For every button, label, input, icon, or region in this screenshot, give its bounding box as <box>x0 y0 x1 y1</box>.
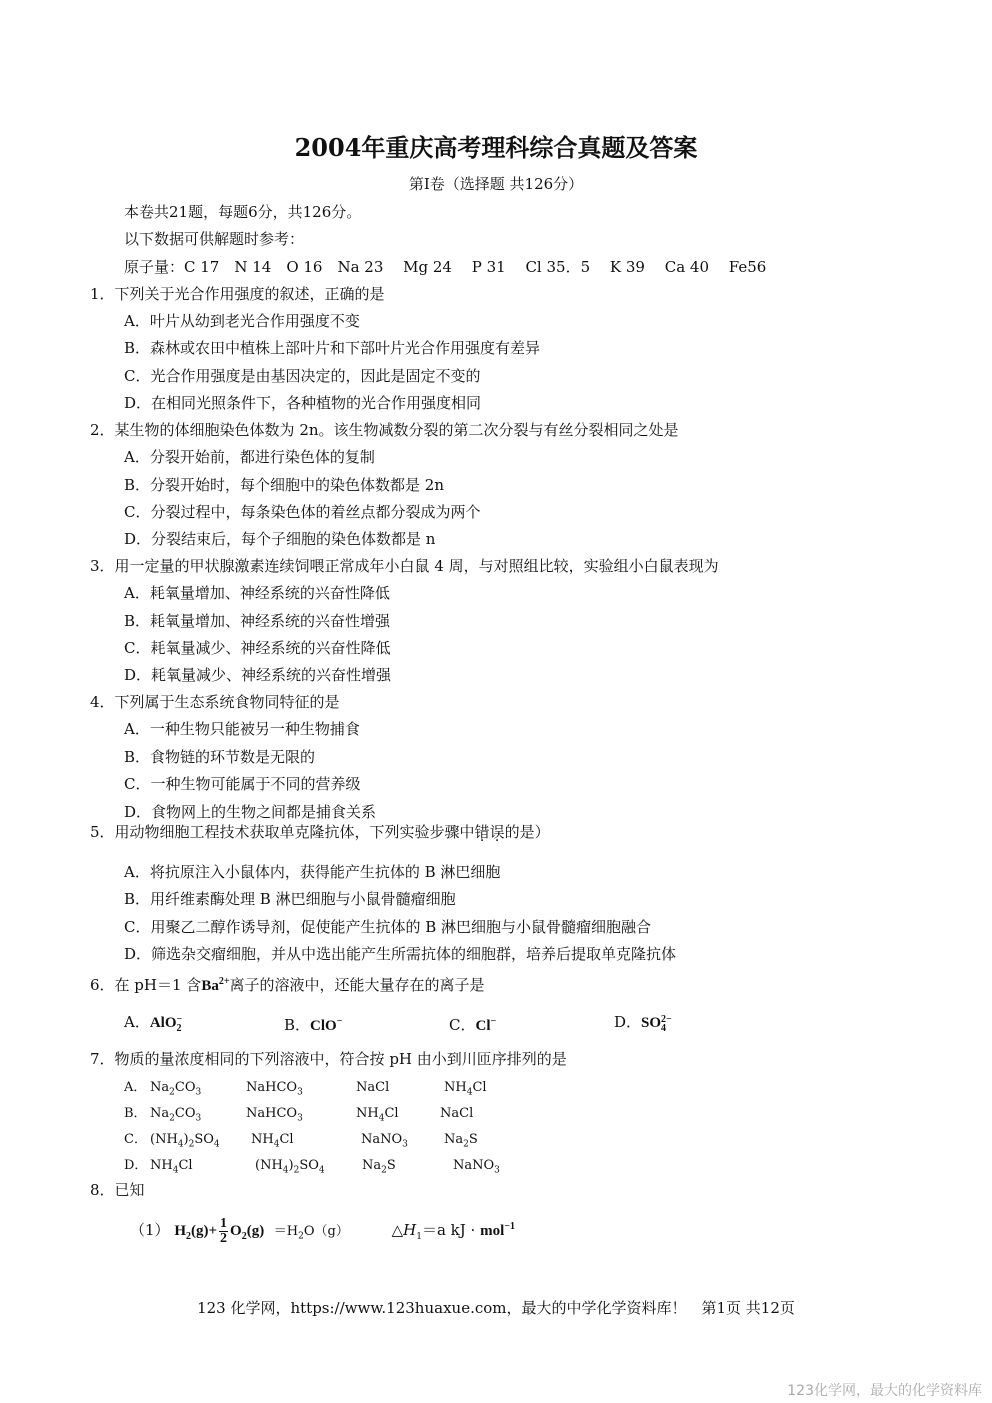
question-5-option-c: C．用聚乙二醇作诱导剂，促使能产生抗体的 B 淋巴细胞与小鼠骨髓瘤细胞融合 <box>124 918 652 936</box>
intro-line-1: 本卷共21题，每题6分，共126分。 <box>124 203 362 221</box>
emphasis-char: 错 <box>474 823 490 841</box>
question-5-option-b: B．用纤维素酶处理 B 淋巴细胞与小鼠骨髓瘤细胞 <box>124 890 456 908</box>
question-5-option-a: A．将抗原注入小鼠体内，获得能产生抗体的 B 淋巴细胞 <box>124 863 501 881</box>
question-6-stem-text: 6．在 pH＝1 含 <box>90 976 202 994</box>
question-1-stem: 1．下列关于光合作用强度的叙述，正确的是 <box>90 285 385 303</box>
page-title: 2004年重庆高考理科综合真题及答案 <box>294 133 698 162</box>
emphasis-char: 误 <box>489 823 505 841</box>
question-6-stem-tail: 离子的溶液中，还能大量存在的离子是 <box>229 976 485 994</box>
question-6-option-a: A．AlO − 2 <box>124 1013 183 1034</box>
question-1-option-d: D．在相同光照条件下，各种植物的光合作用强度相同 <box>124 394 482 412</box>
question-2-option-d: D．分裂结束后，每个子细胞的染色体数都是 n <box>124 530 436 548</box>
question-3-option-b: B．耗氧量增加、神经系统的兴奋性增强 <box>124 612 391 630</box>
barium-ion: $Ba^{2+}$ <box>201 976 230 994</box>
question-6-option-d: D．SO 2− 4 <box>614 1013 672 1034</box>
section-subtitle: 第Ⅰ卷（选择题 共126分） <box>408 175 584 193</box>
question-5-stem-text: 5．用动物细胞工程技术获取单克隆抗体，下列实验步骤中 <box>90 823 475 841</box>
question-7-stem: 7．物质的量浓度相同的下列溶液中，符合按 pH 由小到川匝序排列的是 <box>90 1050 567 1068</box>
one-half-fraction: $\frac{1}{2}$ <box>220 1215 228 1246</box>
question-6-option-c: C．Cl− <box>449 1016 497 1034</box>
question-5-stem-tail: 的是） <box>504 823 550 841</box>
question-2-option-b: B．分裂开始时，每个细胞中的染色体数都是 2n <box>124 476 444 494</box>
site-watermark: 123化学网，最大的化学资料库 <box>787 1383 982 1399</box>
question-2-stem: 2．某生物的体细胞染色体数为 2n。该生物减数分裂的第二次分裂与有丝分裂相同之处是 <box>90 421 679 439</box>
question-4-option-c: C．一种生物可能属于不同的营养级 <box>124 775 361 793</box>
question-4-option-a: A．一种生物只能被另一种生物捕食 <box>124 720 360 738</box>
thermochemical-equation-1: （1） $H_2(g)+$ $\frac{1}{2}$ $O_2(g) =H_2O(g)$ $\triangle H_1=a$ kJ · mol$^{-1}$ <box>130 1215 515 1246</box>
question-4-option-d: D．食物网上的生物之间都是捕食关系 <box>124 803 377 821</box>
question-1-option-c: C．光合作用强度是由基因决定的，因此是固定不变的 <box>124 367 481 385</box>
question-6-options <box>124 1013 824 1035</box>
question-3-stem: 3．用一定量的甲状腺激素连续饲喂正常成年小白鼠 4 周，与对照组比较，实验组小白鼠表现为 <box>90 557 719 575</box>
question-6-option-b: B．ClO− <box>284 1016 343 1034</box>
question-2-option-c: C．分裂过程中，每条染色体的着丝点都分裂成为两个 <box>124 503 481 521</box>
question-2-option-a: A．分裂开始前，都进行染色体的复制 <box>124 448 375 466</box>
question-4-option-b: B．食物链的环节数是无限的 <box>124 748 316 766</box>
question-3-option-c: C．耗氧量减少、神经系统的兴奋性降低 <box>124 639 391 657</box>
question-3-option-d: D．耗氧量减少、神经系统的兴奋性增强 <box>124 666 392 684</box>
intro-line-2: 以下数据可供解题时参考： <box>124 230 305 248</box>
question-4-stem: 4．下列属于生态系统食物同特征的是 <box>90 693 340 711</box>
question-8-stem: 8．已知 <box>90 1181 145 1199</box>
question-1-option-a: A．叶片从幼到老光合作用强度不变 <box>124 312 360 330</box>
question-5-option-d: D．筛选杂交瘤细胞，并从中选出能产生所需抗体的细胞群，培养后提取单克隆抗体 <box>124 945 677 963</box>
question-5-stem <box>90 823 550 841</box>
question-6-stem <box>90 973 485 995</box>
question-3-option-a: A．耗氧量增加、神经系统的兴奋性降低 <box>124 584 390 602</box>
atomic-weights: 原子量：C 17 N 14 O 16 Na 23 Mg 24 P 31 Cl 35．5 K 39 Ca 40 Fe56 <box>124 258 767 276</box>
question-1-option-b: B．森林或农田中植株上部叶片和下部叶片光合作用强度有差异 <box>124 339 541 357</box>
page-footer: 123 化学网，https://www.123huaxue.com，最大的中学化学资料库！ 第1页 共12页 <box>197 1299 795 1317</box>
